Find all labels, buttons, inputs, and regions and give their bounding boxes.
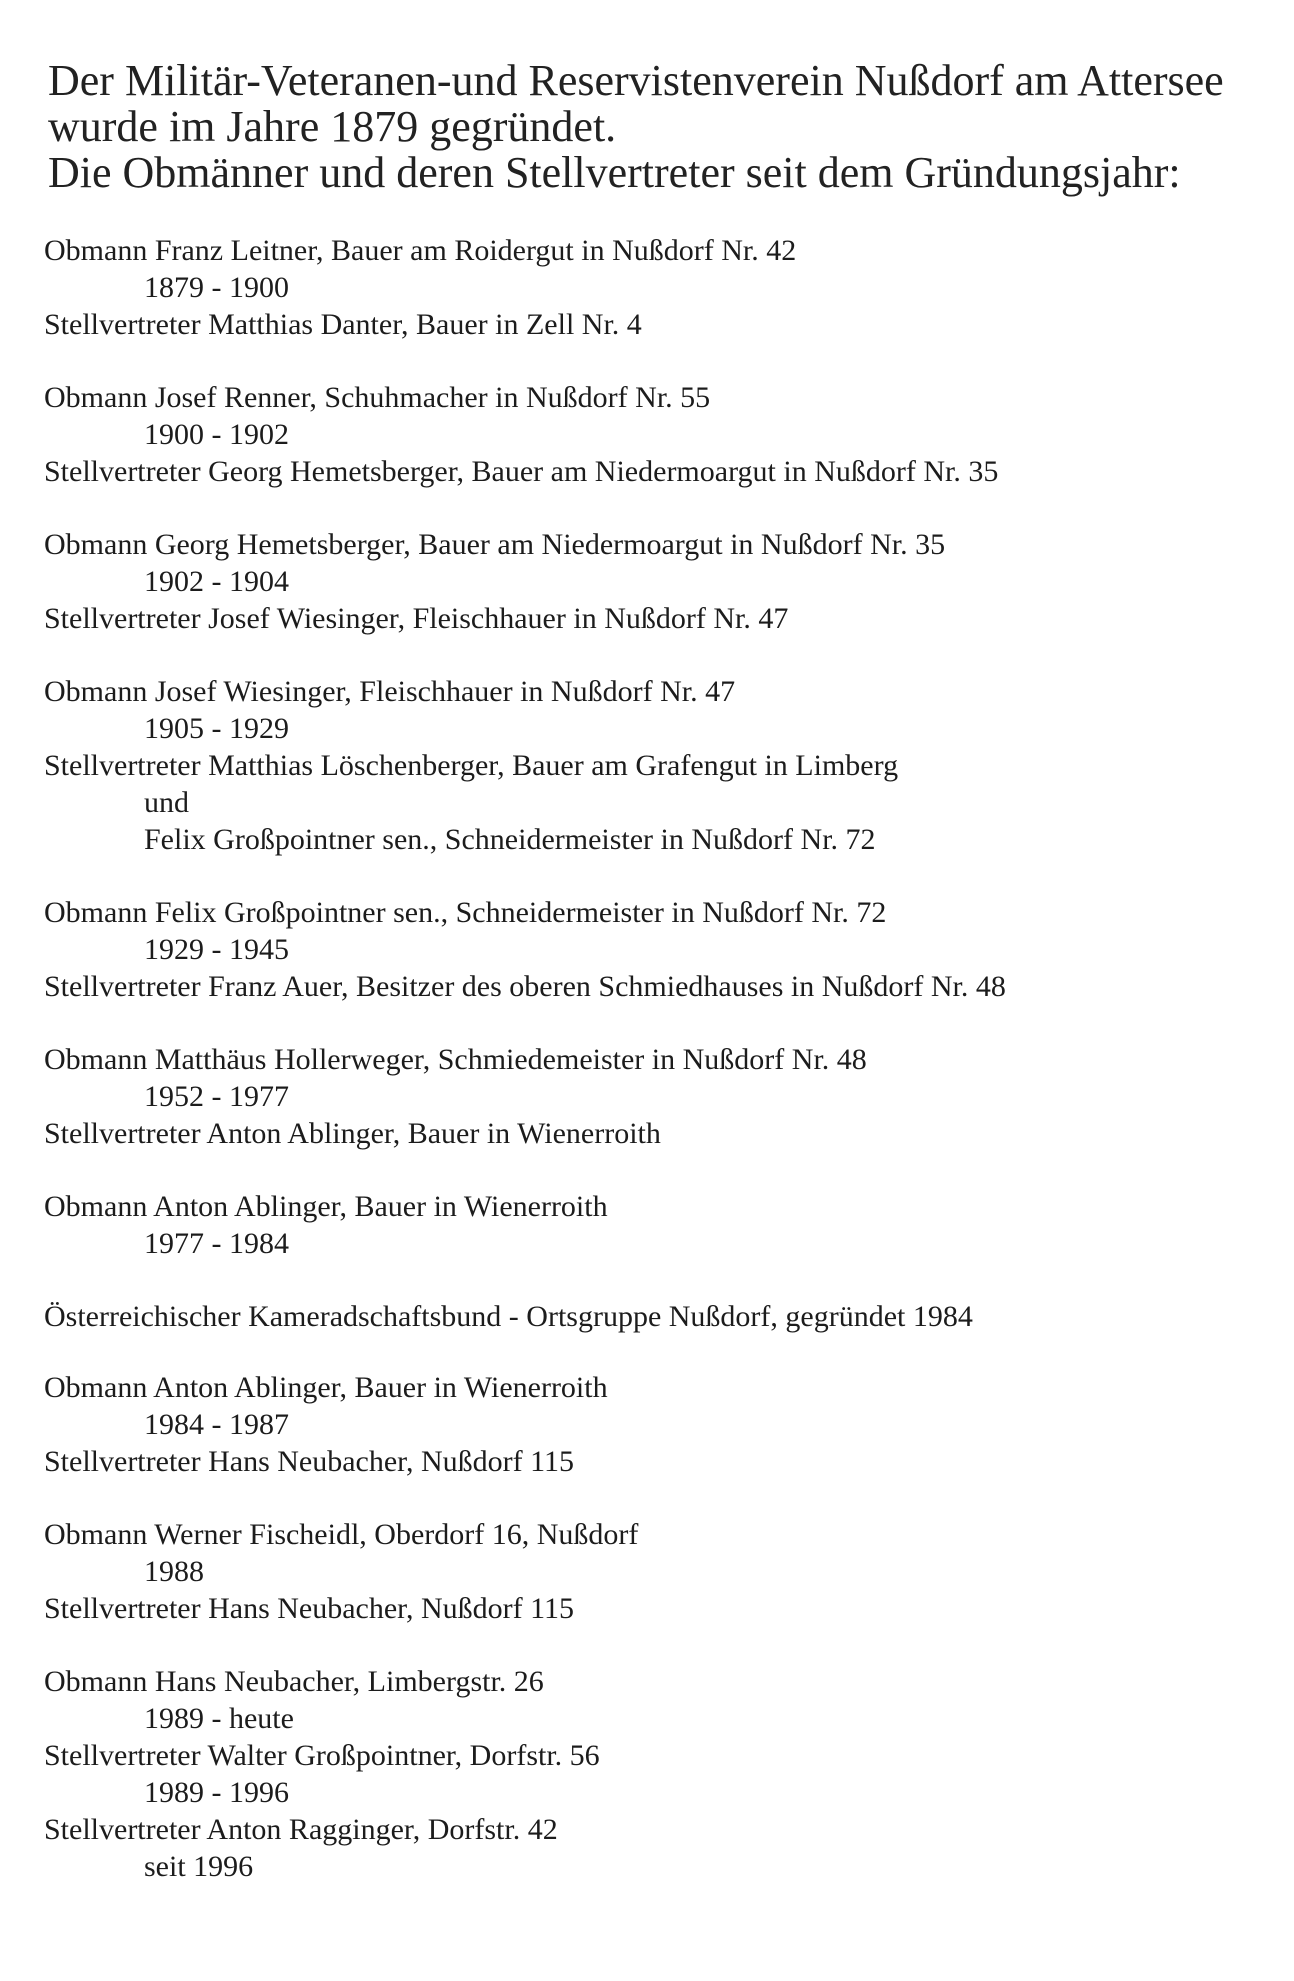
entry-term-line: und [144,786,189,819]
heading-line: Der Militär-Veteranen-und Reservistenverein Nußdorf am Attersee [48,56,1224,105]
officer-entry [44,1663,1264,1885]
entry-text-line: Obmann Anton Ablinger, Bauer in Wienerroith [44,1190,608,1223]
entry-text-line: Stellvertreter Matthias Löschenberger, Bauer am Grafengut in Limberg [44,749,899,782]
officer-entry [44,232,1264,343]
entry-term-line: 1929 - 1945 [144,933,289,966]
entry-term-line: 1952 - 1977 [144,1080,289,1113]
officer-list [44,232,1264,1921]
organization-note [44,1298,1264,1335]
entry-text-line: Stellvertreter Anton Ragginger, Dorfstr. 42 [44,1813,558,1846]
officer-entry [44,673,1264,858]
document-heading [48,58,1278,196]
entry-term-line: seit 1996 [144,1850,254,1883]
entry-text-line: Stellvertreter Josef Wiesinger, Fleischhauer in Nußdorf Nr. 47 [44,602,789,635]
entry-term-line: 1905 - 1929 [144,712,289,745]
entry-text-line: Obmann Franz Leitner, Bauer am Roidergut in Nußdorf Nr. 42 [44,234,797,267]
entry-text-line: Obmann Werner Fischeidl, Oberdorf 16, Nußdorf [44,1518,639,1551]
entry-term-line: 1977 - 1984 [144,1227,289,1260]
entry-text-line: Stellvertreter Walter Großpointner, Dorfstr. 56 [44,1739,600,1772]
officer-entry [44,1188,1264,1262]
entry-text-line: Obmann Hans Neubacher, Limbergstr. 26 [44,1665,544,1698]
officer-entry [44,1369,1264,1480]
entry-text-line: Obmann Josef Wiesinger, Fleischhauer in Nußdorf Nr. 47 [44,675,736,708]
officer-entry [44,894,1264,1005]
entry-text-line: Stellvertreter Matthias Danter, Bauer in Zell Nr. 4 [44,308,642,341]
entry-text-line: Stellvertreter Franz Auer, Besitzer des oberen Schmiedhauses in Nußdorf Nr. 48 [44,970,1006,1003]
entry-text-line: Stellvertreter Georg Hemetsberger, Bauer am Niedermoargut in Nußdorf Nr. 35 [44,455,999,488]
entry-text-line: Obmann Josef Renner, Schuhmacher in Nußdorf Nr. 55 [44,381,711,414]
entry-term-line: 1988 [144,1555,204,1588]
entry-term-line: 1902 - 1904 [144,565,289,598]
entry-text-line: Obmann Matthäus Hollerweger, Schmiedemeister in Nußdorf Nr. 48 [44,1043,867,1076]
officer-entry [44,1041,1264,1152]
entry-text-line: Stellvertreter Hans Neubacher, Nußdorf 115 [44,1592,574,1625]
entry-text-line: Obmann Georg Hemetsberger, Bauer am Niedermoargut in Nußdorf Nr. 35 [44,528,946,561]
entry-text-line: Stellvertreter Hans Neubacher, Nußdorf 115 [44,1445,574,1478]
entry-text-line: Österreichischer Kameradschaftsbund - Ortsgruppe Nußdorf, gegründet 1984 [44,1300,973,1333]
heading-line: Die Obmänner und deren Stellvertreter seit dem Gründungsjahr: [48,148,1181,197]
entry-term-line: 1989 - 1996 [144,1776,289,1809]
heading-line: wurde im Jahre 1879 gegründet. [48,102,617,151]
entry-term-line: 1879 - 1900 [144,271,289,304]
entry-term-line: 1900 - 1902 [144,418,289,451]
entry-term-line: Felix Großpointner sen., Schneidermeister in Nußdorf Nr. 72 [144,823,876,856]
entry-text-line: Obmann Felix Großpointner sen., Schneidermeister in Nußdorf Nr. 72 [44,896,887,929]
entry-term-line: 1989 - heute [144,1702,294,1735]
officer-entry [44,526,1264,637]
entry-text-line: Obmann Anton Ablinger, Bauer in Wienerroith [44,1371,608,1404]
entry-text-line: Stellvertreter Anton Ablinger, Bauer in Wienerroith [44,1117,661,1150]
officer-entry [44,1516,1264,1627]
entry-term-line: 1984 - 1987 [144,1408,289,1441]
officer-entry [44,379,1264,490]
